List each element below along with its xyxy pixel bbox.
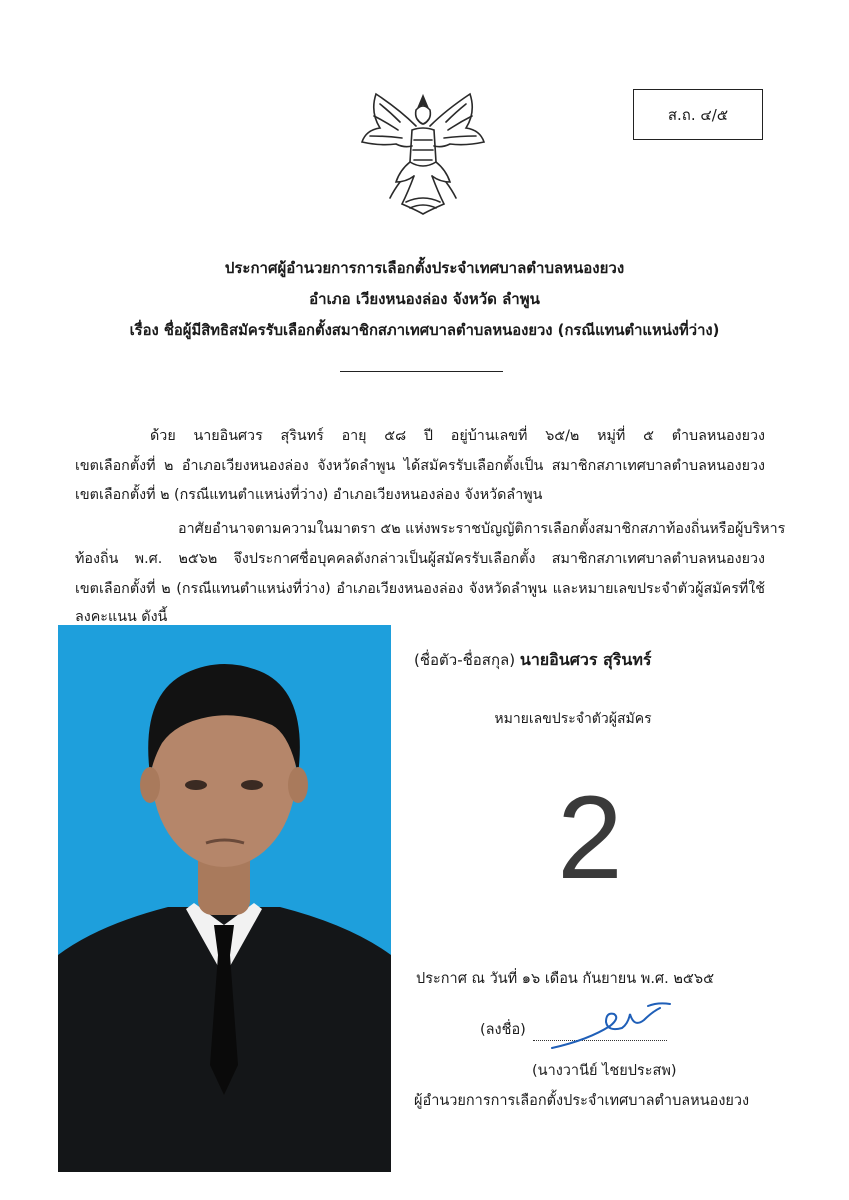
- paragraph-2-line-3: เขตเลือกตั้งที่ ๒ (กรณีแทนตำแหน่งที่ว่าง) อำเภอเวียงหนองล่อง จังหวัดลำพูน และหมายเลขประจำตัวผู้สมัครที่ใช้: [75, 581, 765, 597]
- candidate-number-label: หมายเลขประจำตัวผู้สมัคร: [494, 711, 652, 727]
- signer-title: ผู้อำนวยการการเลือกตั้งประจำเทศบาลตำบลหนองยวง: [414, 1093, 750, 1109]
- candidate-name: นายอินศวร สุรินทร์: [519, 650, 652, 669]
- signature-label: (ลงชื่อ): [480, 1022, 526, 1038]
- paragraph-2-line-2: ท้องถิ่น พ.ศ. ๒๕๖๒ จึงประกาศชื่อบุคคลดังกล่าวเป็นผู้สมัครรับเลือกตั้ง สมาชิกสภาเทศบาลตำบลหนองยวง: [75, 551, 765, 567]
- candidate-name-label: (ชื่อตัว-ชื่อสกุล): [414, 651, 516, 669]
- announcement-date: ประกาศ ณ วันที่ ๑๖ เดือน กันยายน พ.ศ. ๒๕๖๕: [416, 971, 715, 987]
- candidate-number: 2: [557, 772, 623, 904]
- paragraph-1-line-3: เขตเลือกตั้งที่ ๒ (กรณีแทนตำแหน่งที่ว่าง) อำเภอเวียงหนองล่อง จังหวัดลำพูน: [75, 487, 543, 503]
- announcement-title: ประกาศผู้อำนวยการการเลือกตั้งประจำเทศบาลตำบลหนองยวง: [224, 259, 625, 277]
- paragraph-1-line-1: ด้วย นายอินศวร สุรินทร์ อายุ ๕๘ ปี อยู่บ้านเลขที่ ๖๕/๒ หมู่ที่ ๕ ตำบลหนองยวง: [150, 428, 765, 444]
- title-divider: [340, 371, 503, 372]
- signature-mark: [548, 1000, 678, 1052]
- candidate-photo: [58, 625, 391, 1172]
- announcement-location: อำเภอ เวียงหนองล่อง จังหวัด ลำพูน: [309, 290, 540, 308]
- form-code: ส.ถ. ๔/๕: [667, 105, 729, 124]
- announcement-subject: เรื่อง ชื่อผู้มีสิทธิสมัครรับเลือกตั้งสมาชิกสภาเทศบาลตำบลหนองยวง (กรณีแทนตำแหน่งที่ว่าง): [129, 322, 720, 339]
- signer-name: (นางวานีย์ ไชยประสพ): [532, 1063, 677, 1079]
- paragraph-2-line-4: ลงคะแนน ดังนี้: [75, 609, 168, 625]
- paragraph-2-line-1: อาศัยอำนาจตามความในมาตรา ๕๒ แห่งพระราชบัญญัติการเลือกตั้งสมาชิกสภาท้องถิ่นหรือผู้บริหาร: [178, 521, 786, 537]
- paragraph-1-line-2: เขตเลือกตั้งที่ ๒ อำเภอเวียงหนองล่อง จังหวัดลำพูน ได้สมัครรับเลือกตั้งเป็น สมาชิกสภาเทศบาลตำบลหนองยวง: [75, 458, 765, 474]
- form-code-box: [633, 89, 763, 140]
- candidate-name-row: [414, 648, 651, 673]
- garuda-emblem-icon: [356, 90, 490, 218]
